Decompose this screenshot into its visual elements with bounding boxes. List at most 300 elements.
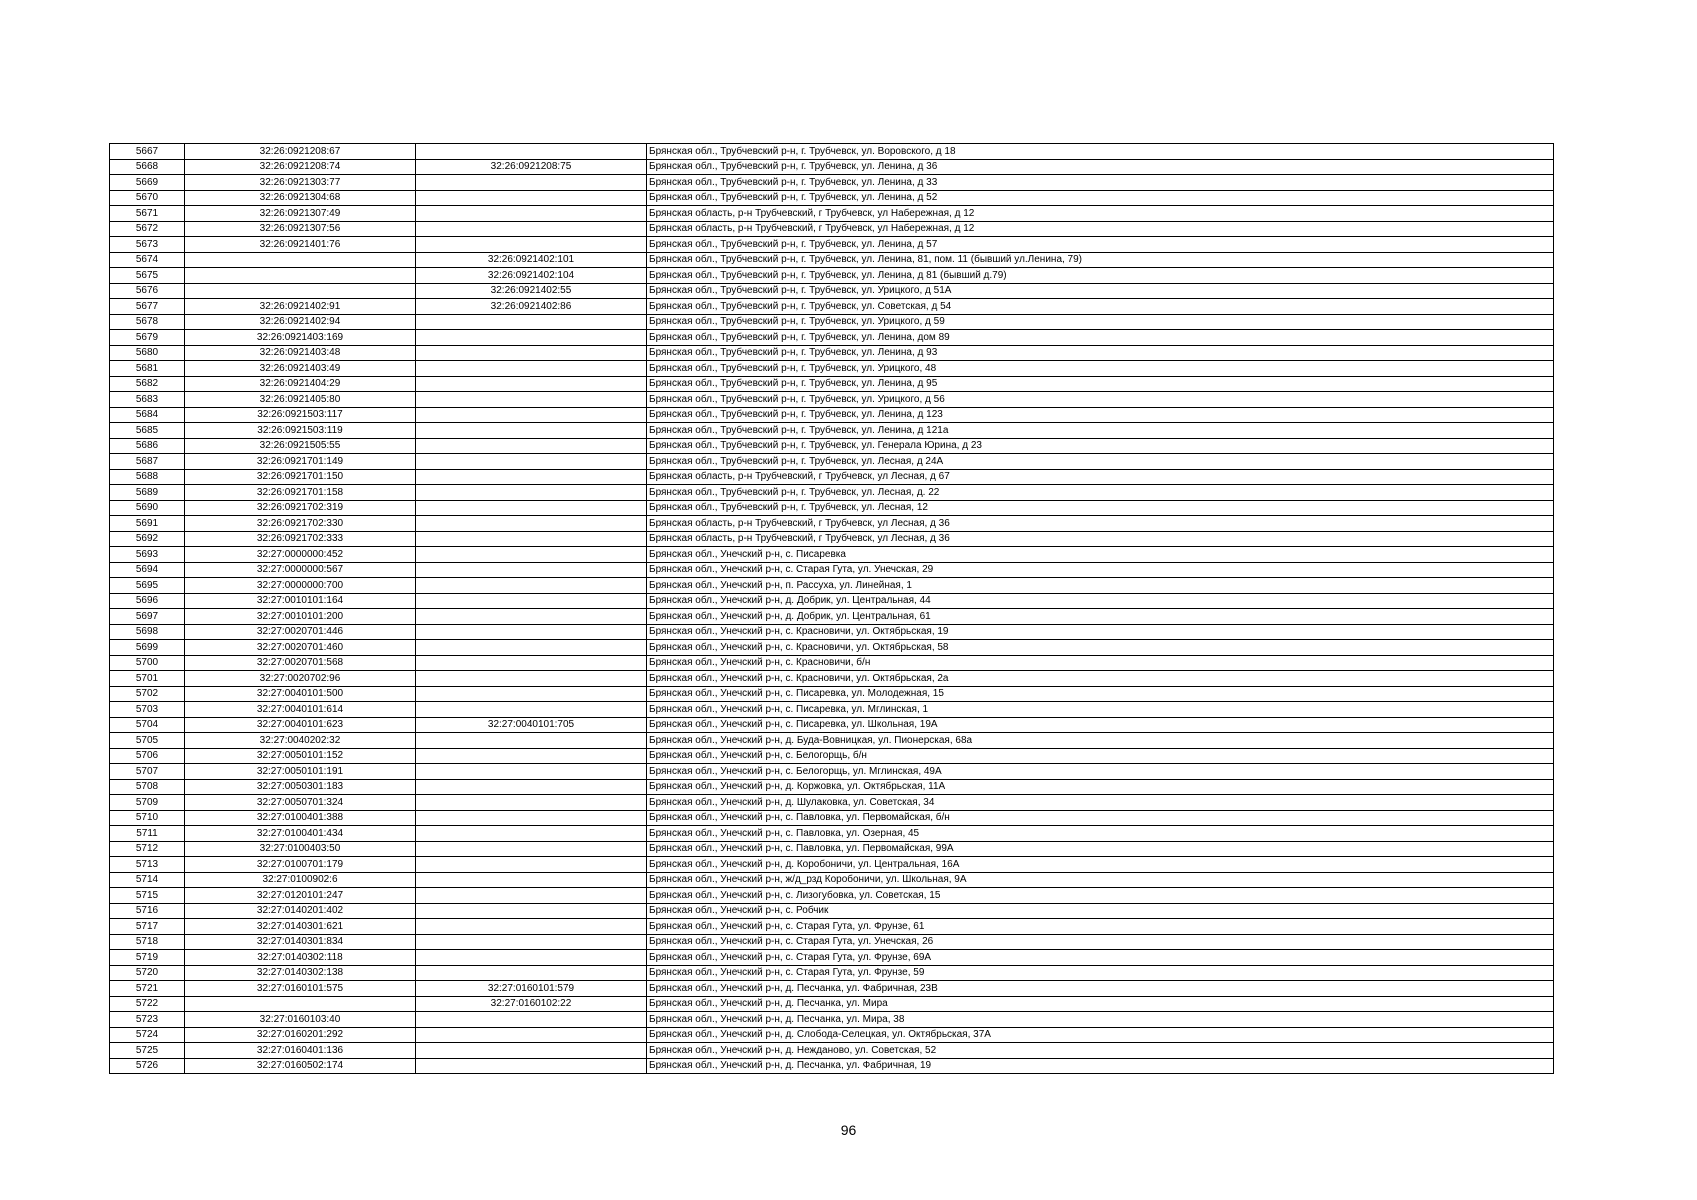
table-row	[110, 361, 1554, 377]
address-cell: Брянская обл., Трубчевский р-н, г. Трубчевск, ул. Ленина, д 93	[647, 345, 1554, 361]
row-number-cell: 5683	[110, 392, 185, 408]
cadastral-number-cell: 32:26:0921505:55	[185, 438, 416, 454]
address-cell: Брянская область, р-н Трубчевский, г Трубчевск, ул Лесная, д 67	[647, 469, 1554, 485]
related-cadastral-number-cell	[416, 686, 647, 702]
related-cadastral-number-cell	[416, 826, 647, 842]
address-cell: Брянская обл., Унечский р-н, д. Слобода-Селецкая, ул. Октябрьская, 37А	[647, 1027, 1554, 1043]
related-cadastral-number-cell	[416, 903, 647, 919]
cadastral-number-cell: 32:26:0921208:74	[185, 159, 416, 175]
cadastral-number-cell: 32:27:0020701:568	[185, 655, 416, 671]
row-number-cell: 5689	[110, 485, 185, 501]
cadastral-number-cell: 32:27:0000000:567	[185, 562, 416, 578]
cadastral-number-cell: 32:26:0921303:77	[185, 175, 416, 191]
cadastral-number-cell: 32:27:0040101:623	[185, 717, 416, 733]
table-row	[110, 748, 1554, 764]
cadastral-number-cell: 32:26:0921403:169	[185, 330, 416, 346]
cadastral-number-cell: 32:27:0020702:96	[185, 671, 416, 687]
cadastral-number-cell: 32:27:0050101:191	[185, 764, 416, 780]
cadastral-number-cell: 32:27:0160502:174	[185, 1058, 416, 1074]
row-number-cell: 5693	[110, 547, 185, 563]
row-number-cell: 5674	[110, 252, 185, 268]
row-number-cell: 5710	[110, 810, 185, 826]
cadastral-number-cell: 32:27:0140301:621	[185, 919, 416, 935]
table-row	[110, 237, 1554, 253]
related-cadastral-number-cell	[416, 950, 647, 966]
address-cell: Брянская обл., Унечский р-н, с. Писаревка, ул. Мглинская, 1	[647, 702, 1554, 718]
related-cadastral-number-cell: 32:26:0921402:104	[416, 268, 647, 284]
related-cadastral-number-cell	[416, 1012, 647, 1028]
cadastral-number-cell: 32:26:0921307:56	[185, 221, 416, 237]
address-cell: Брянская обл., Трубчевский р-н, г. Трубчевск, ул. Урицкого, 48	[647, 361, 1554, 377]
related-cadastral-number-cell	[416, 841, 647, 857]
page-number: 96	[840, 1122, 857, 1138]
related-cadastral-number-cell	[416, 872, 647, 888]
table-row	[110, 252, 1554, 268]
table-row	[110, 206, 1554, 222]
row-number-cell: 5691	[110, 516, 185, 532]
cadastral-number-cell: 32:27:0160201:292	[185, 1027, 416, 1043]
address-cell: Брянская обл., Трубчевский р-н, г. Трубчевск, ул. Ленина, д 81 (бывший д.79)	[647, 268, 1554, 284]
related-cadastral-number-cell	[416, 454, 647, 470]
cadastral-number-cell: 32:26:0921701:150	[185, 469, 416, 485]
row-number-cell: 5680	[110, 345, 185, 361]
row-number-cell: 5721	[110, 981, 185, 997]
row-number-cell: 5681	[110, 361, 185, 377]
row-number-cell: 5708	[110, 779, 185, 795]
cadastral-number-cell: 32:26:0921402:94	[185, 314, 416, 330]
related-cadastral-number-cell	[416, 1058, 647, 1074]
related-cadastral-number-cell: 32:27:0160102:22	[416, 996, 647, 1012]
cadastral-number-cell	[185, 996, 416, 1012]
address-cell: Брянская обл., Трубчевский р-н, г. Трубчевск, ул. Ленина, д 121а	[647, 423, 1554, 439]
related-cadastral-number-cell	[416, 314, 647, 330]
table-row	[110, 221, 1554, 237]
row-number-cell: 5702	[110, 686, 185, 702]
address-cell: Брянская обл., Трубчевский р-н, г. Трубчевск, ул. Ленина, д 123	[647, 407, 1554, 423]
row-number-cell: 5699	[110, 640, 185, 656]
related-cadastral-number-cell	[416, 609, 647, 625]
row-number-cell: 5718	[110, 934, 185, 950]
row-number-cell: 5714	[110, 872, 185, 888]
row-number-cell: 5675	[110, 268, 185, 284]
table-row	[110, 733, 1554, 749]
table-row	[110, 593, 1554, 609]
address-cell: Брянская обл., Унечский р-н, с. Писаревка, ул. Школьная, 19А	[647, 717, 1554, 733]
related-cadastral-number-cell: 32:26:0921208:75	[416, 159, 647, 175]
address-cell: Брянская обл., Унечский р-н, с. Старая Гута, ул. Унечская, 29	[647, 562, 1554, 578]
related-cadastral-number-cell	[416, 640, 647, 656]
related-cadastral-number-cell	[416, 1043, 647, 1059]
table-row	[110, 888, 1554, 904]
related-cadastral-number-cell	[416, 221, 647, 237]
table-row	[110, 438, 1554, 454]
table-row	[110, 500, 1554, 516]
cadastral-number-cell: 32:26:0921701:149	[185, 454, 416, 470]
related-cadastral-number-cell	[416, 190, 647, 206]
address-cell: Брянская обл., Унечский р-н, с. Старая Гута, ул. Фрунзе, 61	[647, 919, 1554, 935]
row-number-cell: 5684	[110, 407, 185, 423]
cadastral-number-cell: 32:27:0140201:402	[185, 903, 416, 919]
cadastral-number-cell: 32:27:0020701:446	[185, 624, 416, 640]
related-cadastral-number-cell	[416, 407, 647, 423]
related-cadastral-number-cell	[416, 888, 647, 904]
row-number-cell: 5716	[110, 903, 185, 919]
related-cadastral-number-cell	[416, 376, 647, 392]
row-number-cell: 5677	[110, 299, 185, 315]
cadastral-number-cell: 32:26:0921402:91	[185, 299, 416, 315]
row-number-cell: 5679	[110, 330, 185, 346]
cadastral-number-cell: 32:26:0921405:80	[185, 392, 416, 408]
row-number-cell: 5678	[110, 314, 185, 330]
related-cadastral-number-cell	[416, 423, 647, 439]
address-cell: Брянская обл., Трубчевский р-н, г. Трубчевск, ул. Урицкого, д 51А	[647, 283, 1554, 299]
related-cadastral-number-cell	[416, 857, 647, 873]
row-number-cell: 5722	[110, 996, 185, 1012]
row-number-cell: 5707	[110, 764, 185, 780]
row-number-cell: 5726	[110, 1058, 185, 1074]
row-number-cell: 5725	[110, 1043, 185, 1059]
cadastral-number-cell: 32:26:0921403:49	[185, 361, 416, 377]
table-row	[110, 779, 1554, 795]
row-number-cell: 5668	[110, 159, 185, 175]
row-number-cell: 5695	[110, 578, 185, 594]
address-cell: Брянская обл., Унечский р-н, д. Нежданово, ул. Советская, 52	[647, 1043, 1554, 1059]
address-cell: Брянская обл., Трубчевский р-н, г. Трубчевск, ул. Лесная, 12	[647, 500, 1554, 516]
table-row	[110, 764, 1554, 780]
cadastral-number-cell: 32:26:0921304:68	[185, 190, 416, 206]
cadastral-number-cell: 32:27:0140301:834	[185, 934, 416, 950]
related-cadastral-number-cell	[416, 702, 647, 718]
address-cell: Брянская обл., Унечский р-н, ж/д_рзд Коробоничи, ул. Школьная, 9А	[647, 872, 1554, 888]
address-cell: Брянская обл., Унечский р-н, с. Старая Гута, ул. Унечская, 26	[647, 934, 1554, 950]
cadastral-number-cell: 32:26:0921503:119	[185, 423, 416, 439]
cadastral-number-cell: 32:27:0160401:136	[185, 1043, 416, 1059]
cadastral-number-cell: 32:26:0921702:333	[185, 531, 416, 547]
cadastral-number-cell: 32:27:0100401:434	[185, 826, 416, 842]
related-cadastral-number-cell	[416, 175, 647, 191]
row-number-cell: 5719	[110, 950, 185, 966]
table-row	[110, 934, 1554, 950]
related-cadastral-number-cell	[416, 965, 647, 981]
cadastral-number-cell	[185, 268, 416, 284]
row-number-cell: 5682	[110, 376, 185, 392]
related-cadastral-number-cell: 32:27:0040101:705	[416, 717, 647, 733]
row-number-cell: 5712	[110, 841, 185, 857]
related-cadastral-number-cell	[416, 578, 647, 594]
row-number-cell: 5685	[110, 423, 185, 439]
address-cell: Брянская обл., Трубчевский р-н, г. Трубчевск, ул. Ленина, д 57	[647, 237, 1554, 253]
row-number-cell: 5686	[110, 438, 185, 454]
row-number-cell: 5723	[110, 1012, 185, 1028]
address-cell: Брянская обл., Трубчевский р-н, г. Трубчевск, ул. Ленина, д 33	[647, 175, 1554, 191]
address-cell: Брянская обл., Трубчевский р-н, г. Трубчевск, ул. Ленина, д 36	[647, 159, 1554, 175]
address-cell: Брянская обл., Трубчевский р-н, г. Трубчевск, ул. Лесная, д 24А	[647, 454, 1554, 470]
row-number-cell: 5687	[110, 454, 185, 470]
cadastral-number-cell: 32:26:0921702:319	[185, 500, 416, 516]
address-cell: Брянская обл., Трубчевский р-н, г. Трубчевск, ул. Генерала Юрина, д 23	[647, 438, 1554, 454]
related-cadastral-number-cell	[416, 547, 647, 563]
address-cell: Брянская обл., Трубчевский р-н, г. Трубчевск, ул. Лесная, д. 22	[647, 485, 1554, 501]
row-number-cell: 5670	[110, 190, 185, 206]
cadastral-number-cell: 32:26:0921702:330	[185, 516, 416, 532]
row-number-cell: 5713	[110, 857, 185, 873]
table-row	[110, 965, 1554, 981]
cadastral-number-cell: 32:27:0020701:460	[185, 640, 416, 656]
cadastral-number-cell	[185, 252, 416, 268]
related-cadastral-number-cell	[416, 345, 647, 361]
address-cell: Брянская обл., Унечский р-н, с. Белогорщь, ул. Мглинская, 49А	[647, 764, 1554, 780]
table-row	[110, 516, 1554, 532]
table-row	[110, 717, 1554, 733]
table-row	[110, 531, 1554, 547]
table-row	[110, 671, 1554, 687]
cadastral-number-cell: 32:27:0040101:614	[185, 702, 416, 718]
row-number-cell: 5704	[110, 717, 185, 733]
registry-table-body	[110, 144, 1554, 1074]
address-cell: Брянская область, р-н Трубчевский, г Трубчевск, ул Лесная, д 36	[647, 531, 1554, 547]
table-row	[110, 175, 1554, 191]
related-cadastral-number-cell	[416, 671, 647, 687]
row-number-cell: 5700	[110, 655, 185, 671]
cadastral-number-cell: 32:26:0921701:158	[185, 485, 416, 501]
table-row	[110, 190, 1554, 206]
row-number-cell: 5673	[110, 237, 185, 253]
related-cadastral-number-cell	[416, 392, 647, 408]
address-cell: Брянская обл., Унечский р-н, с. Белогорщь, б/н	[647, 748, 1554, 764]
address-cell: Брянская обл., Унечский р-н, с. Робчик	[647, 903, 1554, 919]
row-number-cell: 5709	[110, 795, 185, 811]
cadastral-number-cell: 32:27:0100401:388	[185, 810, 416, 826]
table-row	[110, 392, 1554, 408]
table-row	[110, 299, 1554, 315]
cadastral-number-cell	[185, 283, 416, 299]
address-cell: Брянская обл., Унечский р-н, д. Песчанка, ул. Мира, 38	[647, 1012, 1554, 1028]
address-cell: Брянская обл., Унечский р-н, с. Красновичи, б/н	[647, 655, 1554, 671]
cadastral-number-cell: 32:27:0050101:152	[185, 748, 416, 764]
address-cell: Брянская обл., Унечский р-н, д. Добрик, ул. Центральная, 44	[647, 593, 1554, 609]
cadastral-number-cell: 32:27:0100902:6	[185, 872, 416, 888]
address-cell: Брянская обл., Унечский р-н, д. Песчанка, ул. Фабричная, 19	[647, 1058, 1554, 1074]
address-cell: Брянская обл., Унечский р-н, с. Павловка, ул. Первомайская, 99А	[647, 841, 1554, 857]
related-cadastral-number-cell	[416, 500, 647, 516]
table-row	[110, 826, 1554, 842]
address-cell: Брянская обл., Унечский р-н, с. Писаревка, ул. Молодежная, 15	[647, 686, 1554, 702]
table-row	[110, 640, 1554, 656]
related-cadastral-number-cell	[416, 810, 647, 826]
related-cadastral-number-cell: 32:26:0921402:86	[416, 299, 647, 315]
cadastral-number-cell: 32:27:0010101:164	[185, 593, 416, 609]
table-row	[110, 950, 1554, 966]
address-cell: Брянская обл., Унечский р-н, с. Лизогубовка, ул. Советская, 15	[647, 888, 1554, 904]
row-number-cell: 5720	[110, 965, 185, 981]
table-row	[110, 686, 1554, 702]
cadastral-number-cell: 32:26:0921404:29	[185, 376, 416, 392]
table-row	[110, 159, 1554, 175]
table-row	[110, 857, 1554, 873]
table-row	[110, 314, 1554, 330]
cadastral-number-cell: 32:27:0160103:40	[185, 1012, 416, 1028]
cadastral-number-cell: 32:26:0921401:76	[185, 237, 416, 253]
table-row	[110, 1012, 1554, 1028]
address-cell: Брянская обл., Унечский р-н, с. Красновичи, ул. Октябрьская, 2а	[647, 671, 1554, 687]
table-row	[110, 407, 1554, 423]
table-row	[110, 283, 1554, 299]
row-number-cell: 5717	[110, 919, 185, 935]
address-cell: Брянская обл., Унечский р-н, с. Старая Гута, ул. Фрунзе, 59	[647, 965, 1554, 981]
cadastral-number-cell: 32:27:0140302:138	[185, 965, 416, 981]
cadastral-number-cell: 32:27:0040202:32	[185, 733, 416, 749]
related-cadastral-number-cell	[416, 919, 647, 935]
related-cadastral-number-cell	[416, 748, 647, 764]
table-row	[110, 562, 1554, 578]
table-row	[110, 702, 1554, 718]
registry-table	[109, 143, 1554, 1074]
address-cell: Брянская обл., Унечский р-н, с. Писаревка	[647, 547, 1554, 563]
address-cell: Брянская область, р-н Трубчевский, г Трубчевск, ул Лесная, д 36	[647, 516, 1554, 532]
cadastral-number-cell: 32:27:0050701:324	[185, 795, 416, 811]
table-row	[110, 547, 1554, 563]
related-cadastral-number-cell	[416, 144, 647, 160]
related-cadastral-number-cell	[416, 655, 647, 671]
table-row	[110, 624, 1554, 640]
cadastral-number-cell: 32:27:0010101:200	[185, 609, 416, 625]
address-cell: Брянская обл., Трубчевский р-н, г. Трубчевск, ул. Ленина, д 52	[647, 190, 1554, 206]
related-cadastral-number-cell	[416, 764, 647, 780]
cadastral-number-cell: 32:27:0000000:452	[185, 547, 416, 563]
row-number-cell: 5703	[110, 702, 185, 718]
address-cell: Брянская обл., Унечский р-н, д. Песчанка, ул. Мира	[647, 996, 1554, 1012]
cadastral-number-cell: 32:27:0050301:183	[185, 779, 416, 795]
address-cell: Брянская обл., Унечский р-н, с. Красновичи, ул. Октябрьская, 58	[647, 640, 1554, 656]
related-cadastral-number-cell: 32:26:0921402:101	[416, 252, 647, 268]
row-number-cell: 5711	[110, 826, 185, 842]
address-cell: Брянская обл., Унечский р-н, с. Павловка, ул. Озерная, 45	[647, 826, 1554, 842]
table-row	[110, 1043, 1554, 1059]
table-row	[110, 578, 1554, 594]
table-row	[110, 996, 1554, 1012]
table-row	[110, 1058, 1554, 1074]
address-cell: Брянская обл., Унечский р-н, д. Добрик, ул. Центральная, 61	[647, 609, 1554, 625]
address-cell: Брянская обл., Унечский р-н, д. Коробоничи, ул. Центральная, 16А	[647, 857, 1554, 873]
row-number-cell: 5701	[110, 671, 185, 687]
related-cadastral-number-cell	[416, 237, 647, 253]
related-cadastral-number-cell	[416, 516, 647, 532]
table-row	[110, 609, 1554, 625]
cadastral-number-cell: 32:26:0921208:67	[185, 144, 416, 160]
table-row	[110, 423, 1554, 439]
related-cadastral-number-cell: 32:26:0921402:55	[416, 283, 647, 299]
address-cell: Брянская обл., Трубчевский р-н, г. Трубчевск, ул. Ленина, д 95	[647, 376, 1554, 392]
address-cell: Брянская обл., Унечский р-н, п. Рассуха, ул. Линейная, 1	[647, 578, 1554, 594]
cadastral-number-cell: 32:27:0100403:50	[185, 841, 416, 857]
cadastral-number-cell: 32:27:0140302:118	[185, 950, 416, 966]
related-cadastral-number-cell	[416, 469, 647, 485]
address-cell: Брянская обл., Трубчевский р-н, г. Трубчевск, ул. Ленина, 81, пом. 11 (бывший ул.Ленина, 79)	[647, 252, 1554, 268]
row-number-cell: 5696	[110, 593, 185, 609]
table-row	[110, 795, 1554, 811]
related-cadastral-number-cell	[416, 733, 647, 749]
address-cell: Брянская обл., Трубчевский р-н, г. Трубчевск, ул. Урицкого, д 56	[647, 392, 1554, 408]
related-cadastral-number-cell	[416, 361, 647, 377]
address-cell: Брянская обл., Унечский р-н, д. Песчанка, ул. Фабричная, 23В	[647, 981, 1554, 997]
related-cadastral-number-cell	[416, 934, 647, 950]
related-cadastral-number-cell: 32:27:0160101:579	[416, 981, 647, 997]
related-cadastral-number-cell	[416, 206, 647, 222]
table-row	[110, 1027, 1554, 1043]
cadastral-number-cell: 32:27:0100701:179	[185, 857, 416, 873]
related-cadastral-number-cell	[416, 795, 647, 811]
related-cadastral-number-cell	[416, 438, 647, 454]
address-cell: Брянская область, р-н Трубчевский, г Трубчевск, ул Набережная, д 12	[647, 221, 1554, 237]
row-number-cell: 5705	[110, 733, 185, 749]
cadastral-number-cell: 32:26:0921403:48	[185, 345, 416, 361]
address-cell: Брянская обл., Трубчевский р-н, г. Трубчевск, ул. Советская, д 54	[647, 299, 1554, 315]
table-row	[110, 268, 1554, 284]
cadastral-number-cell: 32:27:0040101:500	[185, 686, 416, 702]
row-number-cell: 5669	[110, 175, 185, 191]
address-cell: Брянская обл., Унечский р-н, д. Коржовка, ул. Октябрьская, 11А	[647, 779, 1554, 795]
address-cell: Брянская область, р-н Трубчевский, г Трубчевск, ул Набережная, д 12	[647, 206, 1554, 222]
cadastral-number-cell: 32:27:0120101:247	[185, 888, 416, 904]
row-number-cell: 5697	[110, 609, 185, 625]
related-cadastral-number-cell	[416, 330, 647, 346]
table-row	[110, 485, 1554, 501]
address-cell: Брянская обл., Унечский р-н, с. Старая Гута, ул. Фрунзе, 69А	[647, 950, 1554, 966]
table-row	[110, 981, 1554, 997]
cadastral-number-cell: 32:27:0000000:700	[185, 578, 416, 594]
related-cadastral-number-cell	[416, 779, 647, 795]
cadastral-number-cell: 32:26:0921307:49	[185, 206, 416, 222]
table-row	[110, 903, 1554, 919]
related-cadastral-number-cell	[416, 485, 647, 501]
table-row	[110, 144, 1554, 160]
row-number-cell: 5676	[110, 283, 185, 299]
cadastral-number-cell: 32:26:0921503:117	[185, 407, 416, 423]
cadastral-number-cell: 32:27:0160101:575	[185, 981, 416, 997]
row-number-cell: 5715	[110, 888, 185, 904]
row-number-cell: 5672	[110, 221, 185, 237]
table-row	[110, 841, 1554, 857]
row-number-cell: 5692	[110, 531, 185, 547]
table-row	[110, 919, 1554, 935]
related-cadastral-number-cell	[416, 593, 647, 609]
table-row	[110, 872, 1554, 888]
row-number-cell: 5688	[110, 469, 185, 485]
table-row	[110, 469, 1554, 485]
row-number-cell: 5698	[110, 624, 185, 640]
address-cell: Брянская обл., Трубчевский р-н, г. Трубчевск, ул. Ленина, дом 89	[647, 330, 1554, 346]
table-row	[110, 655, 1554, 671]
address-cell: Брянская обл., Трубчевский р-н, г. Трубчевск, ул. Урицкого, д 59	[647, 314, 1554, 330]
table-row	[110, 810, 1554, 826]
related-cadastral-number-cell	[416, 562, 647, 578]
address-cell: Брянская обл., Унечский р-н, с. Павловка, ул. Первомайская, б/н	[647, 810, 1554, 826]
table-row	[110, 376, 1554, 392]
row-number-cell: 5694	[110, 562, 185, 578]
related-cadastral-number-cell	[416, 1027, 647, 1043]
related-cadastral-number-cell	[416, 624, 647, 640]
related-cadastral-number-cell	[416, 531, 647, 547]
address-cell: Брянская обл., Унечский р-н, с. Красновичи, ул. Октябрьская, 19	[647, 624, 1554, 640]
row-number-cell: 5724	[110, 1027, 185, 1043]
row-number-cell: 5671	[110, 206, 185, 222]
table-row	[110, 454, 1554, 470]
row-number-cell: 5667	[110, 144, 185, 160]
row-number-cell: 5706	[110, 748, 185, 764]
address-cell: Брянская обл., Унечский р-н, д. Буда-Вовницкая, ул. Пионерская, 68а	[647, 733, 1554, 749]
table-row	[110, 345, 1554, 361]
address-cell: Брянская обл., Трубчевский р-н, г. Трубчевск, ул. Воровского, д 18	[647, 144, 1554, 160]
